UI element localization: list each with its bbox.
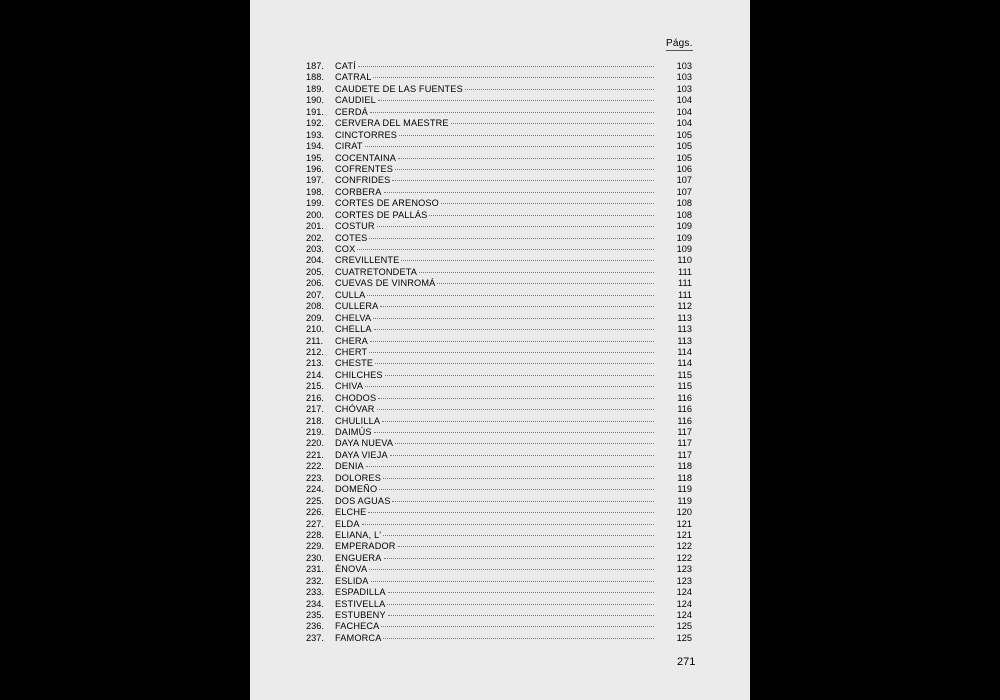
dot-leader (398, 546, 654, 547)
entry-number: 190. (306, 95, 324, 106)
entry-page: 107 (676, 175, 692, 186)
entry-name: COTES (335, 232, 368, 243)
entry-page: 110 (677, 255, 692, 266)
dot-leader (392, 501, 654, 502)
toc-entry (306, 141, 692, 152)
entry-name: ELDA (335, 518, 360, 529)
toc-entry (306, 404, 692, 415)
entry-number: 219. (306, 427, 324, 437)
dot-leader (369, 352, 654, 353)
entry-name: CULLA (335, 289, 366, 300)
entry-page: 118 (677, 461, 692, 472)
toc-entry (306, 438, 692, 449)
entry-name: DAYA VIEJA (335, 449, 388, 460)
dot-leader (395, 443, 654, 444)
toc-entry (306, 461, 692, 472)
entry-name: CHÓVAR (335, 404, 375, 415)
entry-page: 125 (676, 621, 692, 632)
dot-leader (367, 295, 654, 296)
toc-entry (306, 621, 692, 632)
entry-name: CERVERA DEL MAESTRE (335, 118, 449, 129)
toc-entry (306, 473, 692, 484)
dot-leader (370, 341, 654, 342)
entry-number: 207. (306, 289, 324, 300)
entry-page: 113 (677, 312, 692, 323)
entry-number: 227. (306, 518, 324, 529)
entry-name: CORBERA (335, 186, 382, 197)
entry-number: 200. (306, 209, 324, 220)
dot-leader (429, 215, 654, 216)
toc-entry (306, 107, 692, 118)
dot-leader (373, 77, 654, 78)
toc-entry (306, 153, 692, 164)
toc-entry (306, 290, 692, 301)
entry-page: 116 (677, 404, 692, 415)
entry-number: 221. (306, 449, 324, 460)
entry-name: FAMORCA (335, 632, 382, 643)
entry-number: 223. (306, 472, 324, 483)
entry-page: 104 (676, 106, 692, 117)
entry-number: 232. (306, 575, 324, 586)
dot-leader (369, 238, 654, 239)
entry-name: ENGUERA (335, 552, 382, 563)
entry-name: CORTES DE ARENOSO (335, 198, 439, 209)
dot-leader (388, 615, 654, 616)
dot-leader (378, 100, 654, 101)
toc-entry (306, 416, 692, 427)
entry-page: 109 (676, 244, 692, 254)
entry-number: 191. (306, 106, 324, 117)
dot-leader (362, 524, 654, 525)
entry-page: 103 (676, 83, 692, 94)
dot-leader (437, 283, 654, 284)
entry-name: FACHECA (335, 621, 380, 632)
dot-leader (419, 272, 654, 273)
toc-entry (306, 576, 692, 587)
entry-page: 104 (676, 95, 692, 106)
entry-page: 104 (676, 118, 692, 129)
entry-page: 106 (676, 163, 692, 174)
entry-name: CORTES DE PALLÁS (335, 209, 428, 220)
entry-number: 237. (306, 632, 324, 643)
entry-name: DAYA NUEVA (335, 438, 394, 449)
entry-number: 211. (306, 335, 324, 346)
entry-page: 112 (677, 301, 692, 312)
entry-number: 209. (306, 312, 324, 323)
entry-number: 217. (306, 404, 324, 415)
dot-leader (377, 409, 654, 410)
entry-page: 124 (676, 598, 692, 609)
entry-name: DOMEÑO (335, 484, 378, 495)
toc-entry (306, 210, 692, 221)
entry-page: 111 (678, 266, 692, 277)
toc-entry (306, 175, 692, 186)
entry-page: 108 (676, 198, 692, 209)
dot-leader (385, 375, 654, 376)
entry-number: 214. (306, 369, 324, 380)
dot-leader (370, 112, 654, 113)
entry-name: ESTIVELLA (335, 598, 386, 609)
entry-page: 105 (676, 152, 692, 163)
entry-name: CAUDIEL (335, 95, 376, 106)
entry-number: 204. (306, 255, 324, 266)
toc-entry (306, 541, 692, 552)
entry-name: CAUDETE DE LAS FUENTES (335, 83, 463, 94)
toc-entry (306, 587, 692, 598)
toc-entry (306, 301, 692, 312)
entry-page: 108 (676, 209, 692, 220)
dot-leader (365, 146, 654, 147)
toc-entry (306, 267, 692, 278)
pages-column-header: Págs. (666, 38, 693, 49)
entry-number: 233. (306, 587, 324, 598)
dot-leader (357, 249, 654, 250)
entry-page: 117 (677, 449, 692, 460)
entry-number: 202. (306, 232, 324, 243)
entry-number: 197. (306, 175, 324, 186)
dot-leader (384, 192, 655, 193)
entry-number: 222. (306, 461, 324, 472)
entry-page: 119 (677, 484, 692, 495)
entry-number: 215. (306, 381, 324, 392)
entry-name: DAIMÚS (335, 427, 372, 437)
dot-leader (383, 535, 654, 536)
toc-entry (306, 564, 692, 575)
toc-entry (306, 507, 692, 518)
entry-number: 201. (306, 221, 324, 232)
dot-leader (358, 66, 654, 67)
dot-leader (395, 169, 654, 170)
dot-leader (377, 226, 654, 227)
entry-number: 199. (306, 198, 324, 209)
entry-number: 205. (306, 266, 324, 277)
entry-name: CINCTORRES (335, 129, 398, 140)
entry-name: CHULILLA (335, 415, 381, 426)
entry-page: 114 (677, 358, 692, 369)
toc-entry (306, 610, 692, 621)
entry-name: ESPADILLA (335, 587, 386, 598)
dot-leader (382, 421, 654, 422)
entry-page: 117 (677, 438, 692, 449)
toc-entry (306, 553, 692, 564)
entry-name: CATRAL (335, 72, 372, 83)
entry-page: 114 (677, 346, 692, 357)
entry-name: CATÍ (335, 61, 356, 71)
entry-number: 236. (306, 621, 324, 632)
entry-name: ESTUBENY (335, 610, 386, 620)
entry-page: 124 (676, 610, 692, 620)
entry-name: ELCHE (335, 507, 367, 518)
entry-number: 216. (306, 392, 324, 403)
toc-entry (306, 484, 692, 495)
table-of-contents (306, 61, 692, 644)
entry-page: 122 (676, 541, 692, 552)
toc-entry (306, 221, 692, 232)
entry-number: 188. (306, 72, 324, 83)
toc-entry (306, 198, 692, 209)
entry-name: CHESTE (335, 358, 374, 369)
entry-page: 111 (678, 289, 692, 300)
toc-entry (306, 450, 692, 461)
dot-leader (383, 478, 654, 479)
toc-entry (306, 496, 692, 507)
toc-entry (306, 118, 692, 129)
dot-leader (378, 398, 654, 399)
toc-entry (306, 278, 692, 289)
dot-leader (401, 260, 654, 261)
entry-page: 105 (676, 129, 692, 140)
entry-page: 118 (677, 472, 692, 483)
entry-page: 103 (676, 72, 692, 83)
entry-number: 203. (306, 244, 324, 254)
entry-name: COCENTAINA (335, 152, 397, 163)
entry-page: 119 (677, 495, 692, 506)
toc-entry (306, 347, 692, 358)
entry-name: CREVILLENTE (335, 255, 400, 266)
entry-name: EMPERADOR (335, 541, 396, 552)
entry-page: 122 (676, 552, 692, 563)
entry-name: CONFRIDES (335, 175, 391, 186)
entry-number: 213. (306, 358, 324, 369)
entry-page: 113 (677, 335, 692, 346)
entry-page: 121 (676, 529, 692, 540)
entry-number: 235. (306, 610, 324, 620)
entry-page: 116 (677, 392, 692, 403)
entry-number: 212. (306, 346, 324, 357)
dot-leader (374, 432, 654, 433)
dot-leader (369, 569, 654, 570)
entry-name: CHERA (335, 335, 368, 346)
toc-entry (306, 393, 692, 404)
toc-entry (306, 130, 692, 141)
toc-entry (306, 370, 692, 381)
toc-entry (306, 313, 692, 324)
entry-name: COX (335, 244, 356, 254)
entry-name: CHIVA (335, 381, 364, 392)
entry-page: 109 (676, 232, 692, 243)
dot-leader (451, 123, 654, 124)
toc-entry (306, 244, 692, 255)
dot-leader (366, 466, 654, 467)
toc-entry (306, 84, 692, 95)
dot-leader (371, 581, 654, 582)
entry-page: 115 (677, 381, 692, 392)
dot-leader (390, 455, 654, 456)
entry-page: 121 (676, 518, 692, 529)
entry-number: 224. (306, 484, 324, 495)
entry-number: 206. (306, 278, 324, 289)
entry-number: 218. (306, 415, 324, 426)
entry-name: CHODOS (335, 392, 377, 403)
dot-leader (384, 558, 655, 559)
entry-name: CHELLA (335, 324, 372, 335)
entry-page: 105 (676, 141, 692, 152)
toc-entry (306, 61, 692, 72)
toc-entry (306, 72, 692, 83)
entry-name: CUATRETONDETA (335, 266, 418, 277)
dot-leader (375, 363, 654, 364)
dot-leader (399, 135, 654, 136)
entry-name: CHERT (335, 346, 368, 357)
entry-page: 117 (677, 427, 692, 437)
entry-number: 196. (306, 163, 324, 174)
entry-number: 234. (306, 598, 324, 609)
dot-leader (379, 489, 654, 490)
entry-number: 195. (306, 152, 324, 163)
dot-leader (365, 386, 654, 387)
entry-page: 125 (676, 632, 692, 643)
dot-leader (398, 158, 654, 159)
entry-number: 225. (306, 495, 324, 506)
dot-leader (373, 318, 654, 319)
toc-entry (306, 381, 692, 392)
entry-number: 208. (306, 301, 324, 312)
entry-name: DENIA (335, 461, 364, 472)
entry-number: 228. (306, 529, 324, 540)
entry-number: 226. (306, 507, 324, 518)
entry-name: ESLIDA (335, 575, 369, 586)
toc-entry (306, 599, 692, 610)
entry-number: 193. (306, 129, 324, 140)
entry-name: DOS AGUAS (335, 495, 391, 506)
entry-name: CUEVAS DE VINROMÁ (335, 278, 436, 289)
entry-name: ELIANA, L' (335, 529, 382, 540)
dot-leader (441, 203, 654, 204)
entry-page: 111 (678, 278, 692, 289)
entry-number: 231. (306, 564, 324, 575)
dot-leader (388, 592, 654, 593)
entry-name: CHELVA (335, 312, 372, 323)
entry-page: 109 (676, 221, 692, 232)
entry-name: DOLORES (335, 472, 381, 483)
entry-number: 187. (306, 61, 324, 71)
dot-leader (381, 626, 654, 627)
entry-page: 116 (677, 415, 692, 426)
toc-entry (306, 427, 692, 438)
toc-entry (306, 164, 692, 175)
toc-entry (306, 633, 692, 644)
entry-number: 229. (306, 541, 324, 552)
entry-page: 123 (676, 575, 692, 586)
toc-entry (306, 336, 692, 347)
entry-page: 115 (677, 369, 692, 380)
entry-number: 194. (306, 141, 324, 152)
toc-entry (306, 95, 692, 106)
entry-page: 107 (676, 186, 692, 197)
dot-leader (387, 604, 654, 605)
toc-entry (306, 187, 692, 198)
entry-name: CHILCHES (335, 369, 383, 380)
entry-number: 192. (306, 118, 324, 129)
dot-leader (392, 180, 654, 181)
entry-number: 230. (306, 552, 324, 563)
dot-leader (383, 638, 654, 639)
entry-page: 103 (676, 61, 692, 71)
entry-number: 220. (306, 438, 324, 449)
entry-name: ÈNOVA (335, 564, 368, 575)
entry-name: CULLERA (335, 301, 379, 312)
toc-entry (306, 233, 692, 244)
toc-entry (306, 519, 692, 530)
entry-name: COFRENTES (335, 163, 394, 174)
entry-number: 189. (306, 83, 324, 94)
toc-entry (306, 324, 692, 335)
dot-leader (465, 89, 654, 90)
dot-leader (380, 306, 654, 307)
dot-leader (374, 329, 654, 330)
entry-name: CIRAT (335, 141, 363, 152)
toc-entry (306, 530, 692, 541)
entry-page: 120 (676, 507, 692, 518)
entry-number: 198. (306, 186, 324, 197)
toc-entry (306, 255, 692, 266)
entry-name: COSTUR (335, 221, 375, 232)
dot-leader (368, 512, 654, 513)
toc-entry (306, 358, 692, 369)
entry-page: 124 (676, 587, 692, 598)
entry-name: CERDÁ (335, 106, 368, 117)
entry-number: 210. (306, 324, 324, 335)
page-number: 271 (677, 656, 696, 668)
entry-page: 113 (677, 324, 692, 335)
entry-page: 123 (676, 564, 692, 575)
